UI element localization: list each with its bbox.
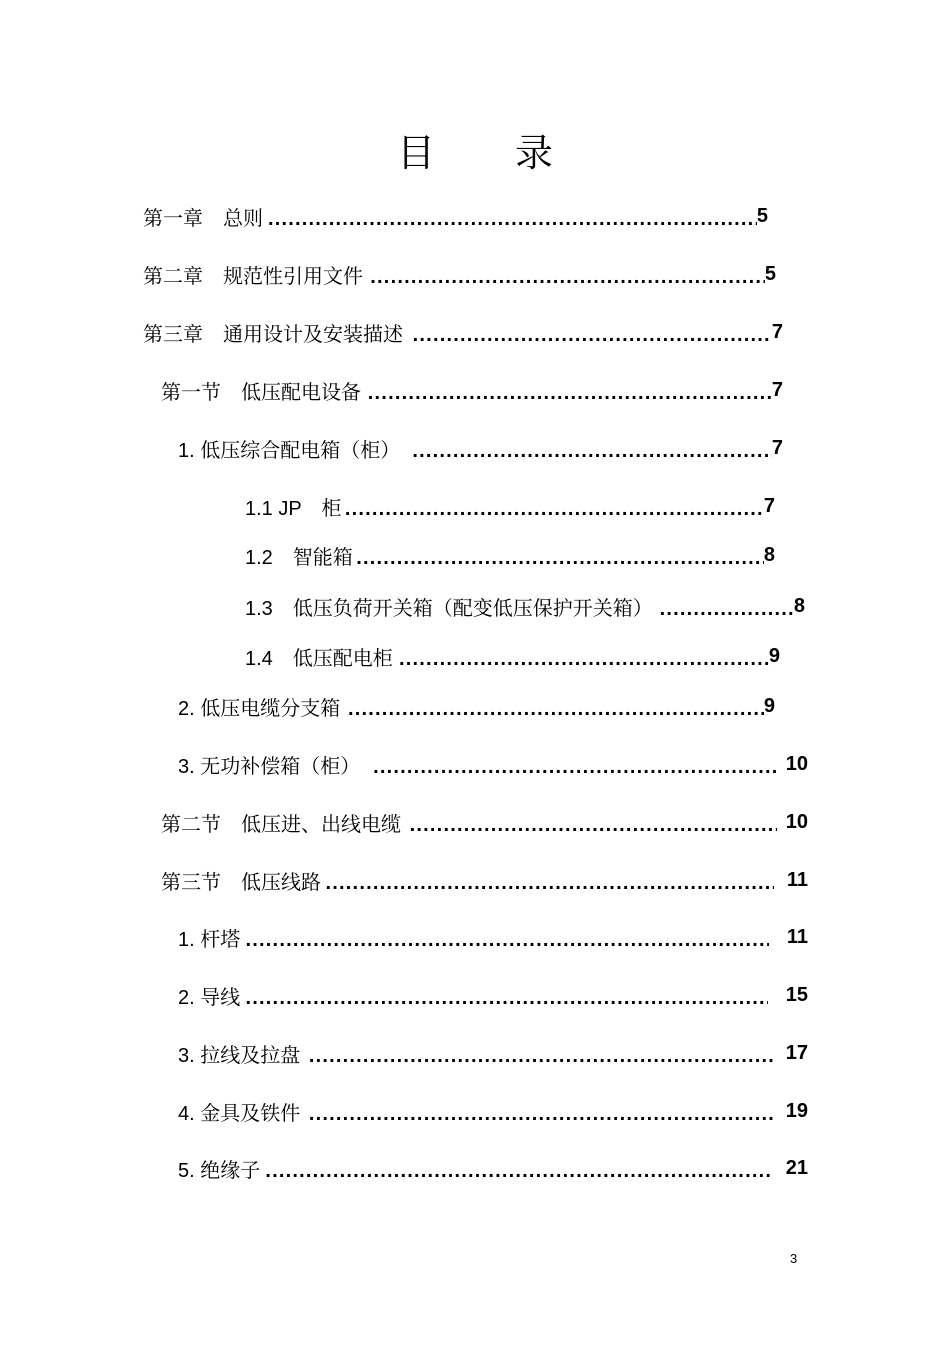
toc-entry-page: 9 (768, 644, 780, 667)
toc-entry-page: 10 (785, 810, 809, 833)
toc-entry[interactable] (178, 1037, 808, 1069)
toc-entry-page: 15 (785, 983, 808, 1006)
toc-entry[interactable] (161, 374, 783, 406)
toc-entry-page: 5 (764, 262, 776, 285)
toc-title: 目 录 (396, 131, 588, 175)
toc-entry-label: 1. 杆塔 (178, 928, 241, 951)
toc-entry[interactable] (178, 690, 775, 722)
toc-entry-page: 9 (763, 694, 775, 717)
page-number: 3 (790, 1251, 798, 1266)
toc-leader-dots (373, 751, 776, 783)
toc-leader-dots (356, 542, 764, 574)
toc-entry[interactable] (143, 258, 776, 290)
toc-entry[interactable] (245, 590, 805, 622)
toc-entry-label: 第一章 总则 (143, 205, 263, 230)
toc-entry-page: 5 (756, 204, 768, 227)
toc-entry-label: 第三节 低压线路 (161, 869, 321, 894)
toc-entry[interactable] (178, 1095, 808, 1127)
toc-entry-label: 1.3 低压负荷开关箱（配变低压保护开关箱） (245, 597, 653, 620)
toc-entry-label: 第二章 规范性引用文件 (143, 263, 363, 288)
toc-entry-label: 3. 拉线及拉盘 (178, 1044, 301, 1067)
toc-entry[interactable] (245, 640, 780, 672)
toc-entry[interactable] (178, 979, 808, 1011)
toc-entry-page: 11 (786, 925, 808, 948)
toc-entry[interactable] (161, 864, 808, 896)
toc-leader-dots (348, 693, 764, 725)
toc-entry[interactable] (178, 748, 808, 780)
toc-entry-page: 21 (785, 1156, 808, 1179)
toc-entry-label: 2. 低压电缆分支箱 (178, 697, 341, 720)
toc-leader-dots (368, 377, 772, 409)
toc-entry-label: 第三章 通用设计及安装描述 (143, 321, 403, 346)
toc-leader-dots (268, 203, 757, 235)
toc-entry-label: 第一节 低压配电设备 (161, 379, 361, 404)
toc-entry[interactable] (161, 806, 808, 838)
toc-leader-dots (410, 809, 777, 841)
toc-entry-label: 3. 无功补偿箱（柜） (178, 755, 361, 778)
toc-entry-page: 17 (785, 1041, 808, 1064)
toc-entry[interactable] (178, 432, 783, 464)
toc-entry-label: 1.1 JP 柜 (245, 497, 342, 520)
toc-entry-label: 1.4 低压配电柜 (245, 647, 393, 670)
toc-entry-page: 8 (793, 594, 805, 617)
toc-entry-page: 7 (771, 436, 783, 459)
toc-leader-dots (326, 867, 775, 899)
toc-leader-dots (412, 435, 772, 467)
toc-entry-label: 5. 绝缘子 (178, 1159, 261, 1182)
toc-entry-label: 1. 低压综合配电箱（柜） (178, 439, 401, 462)
toc-leader-dots (246, 982, 769, 1014)
toc-entry[interactable] (178, 1152, 808, 1184)
toc-entry-label: 2. 导线 (178, 986, 241, 1009)
toc-entry-label: 第二节 低压进、出线电缆 (161, 811, 401, 836)
toc-leader-dots (265, 1155, 769, 1187)
toc-leader-dots (399, 643, 769, 675)
toc-leader-dots (246, 924, 770, 956)
toc-entry[interactable] (245, 490, 775, 522)
toc-entry-page: 19 (785, 1099, 808, 1122)
toc-leader-dots (370, 261, 765, 293)
toc-entry-page: 7 (771, 320, 783, 343)
toc-entry-page: 7 (771, 378, 783, 401)
toc-entry-page: 7 (763, 494, 775, 517)
toc-entry-label: 4. 金具及铁件 (178, 1102, 301, 1125)
toc-entry[interactable] (178, 921, 808, 953)
toc-leader-dots (309, 1040, 773, 1072)
toc-leader-dots (309, 1098, 773, 1130)
toc-entry-page: 8 (763, 543, 775, 566)
toc-entry-label: 1.2 智能箱 (245, 546, 353, 569)
toc-leader-dots (413, 319, 772, 351)
toc-entry[interactable] (245, 539, 775, 571)
toc-leader-dots (345, 493, 764, 525)
toc-entry[interactable] (143, 316, 783, 348)
toc-entry-page: 11 (786, 868, 809, 891)
toc-entry-page: 10 (785, 752, 808, 775)
toc-entry[interactable] (143, 200, 768, 232)
toc-leader-dots (660, 593, 794, 625)
